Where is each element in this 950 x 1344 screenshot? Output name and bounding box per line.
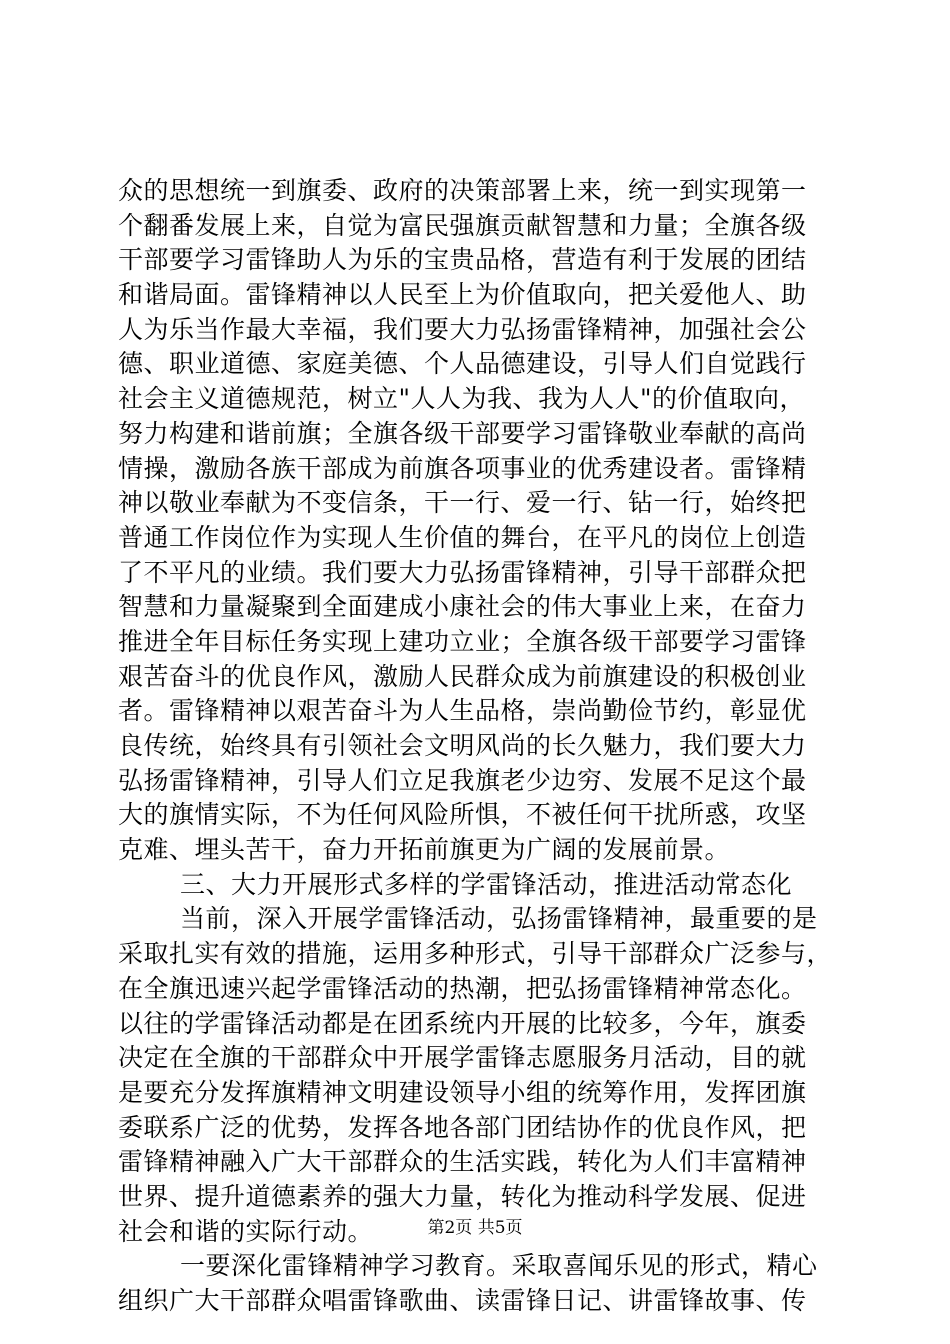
text-line: 个翻番发展上来，自觉为富民强旗贡献智慧和力量；全旗各级 — [118, 210, 807, 240]
text-line: 委联系广泛的优势，发挥各地各部门团结协作的优良作风，把 — [118, 1112, 807, 1142]
text-line: 和谐局面。雷锋精神以人民至上为价值取向，把关爱他人、助 — [118, 280, 807, 310]
text-line: 干部要学习雷锋助人为乐的宝贵品格，营造有利于发展的团结 — [118, 245, 807, 275]
text-line: 艰苦奋斗的优良作风，激励人民群众成为前旗建设的积极创业 — [118, 661, 807, 691]
text-line: 众的思想统一到旗委、政府的决策部署上来，统一到实现第一 — [118, 176, 807, 205]
text-line: 社会和谐的实际行动。 — [118, 1216, 374, 1246]
text-line: 决定在全旗的干部群众中开展学雷锋志愿服务月活动，目的就 — [118, 1043, 807, 1073]
text-line: 一要深化雷锋精神学习教育。采取喜闻乐见的形式，精心 — [180, 1251, 818, 1281]
text-line: 人为乐当作最大幸福，我们要大力弘扬雷锋精神，加强社会公 — [118, 314, 807, 344]
text-line: 德、职业道德、家庭美德、个人品德建设，引导人们自觉践行 — [118, 349, 807, 379]
text-line: 是要充分发挥旗精神文明建设领导小组的统筹作用，发挥团旗 — [118, 1077, 807, 1107]
body-text — [118, 174, 838, 1319]
text-line: 了不平凡的业绩。我们要大力弘扬雷锋精神，引导干部群众把 — [118, 557, 807, 587]
text-line: 社会主义道德规范，树立"人人为我、我为人人"的价值取向， — [118, 384, 806, 414]
text-line: 智慧和力量凝聚到全面建成小康社会的伟大事业上来，在奋力 — [118, 592, 807, 622]
text-line: 良传统，始终具有引领社会文明风尚的长久魅力，我们要大力 — [118, 731, 807, 760]
text-line: 世界、提升道德素养的强大力量，转化为推动科学发展、促进 — [118, 1181, 807, 1211]
text-line: 在全旗迅速兴起学雷锋活动的热潮，把弘扬雷锋精神常态化。 — [118, 973, 807, 1003]
text-line: 普通工作岗位作为实现人生价值的舞台，在平凡的岗位上创造 — [118, 522, 807, 552]
text-line: 克难、埋头苦干，奋力开拓前旗更为广阔的发展前景。 — [118, 835, 731, 865]
page-footer: 第2页 共5页 — [427, 1218, 523, 1238]
text-line: 推进全年目标任务实现上建功立业；全旗各级干部要学习雷锋 — [118, 626, 807, 656]
text-line: 情操，激励各族干部成为前旗各项事业的优秀建设者。雷锋精 — [118, 453, 807, 483]
text-line: 以往的学雷锋活动都是在团系统内开展的比较多，今年，旗委 — [118, 1008, 807, 1038]
text-line: 神以敬业奉献为不变信条，干一行、爱一行、钻一行，始终把 — [118, 488, 807, 518]
text-line: 大的旗情实际，不为任何风险所惧，不被任何干扰所惑，攻坚 — [118, 800, 807, 830]
text-line: 者。雷锋精神以艰苦奋斗为人生品格，崇尚勤俭节约，彰显优 — [118, 696, 807, 726]
text-line: 弘扬雷锋精神，引导人们立足我旗老少边穷、发展不足这个最 — [118, 765, 807, 795]
text-line: 努力构建和谐前旗；全旗各级干部要学习雷锋敬业奉献的高尚 — [118, 418, 807, 448]
text-line: 采取扎实有效的措施，运用多种形式，引导干部群众广泛参与， — [118, 939, 833, 969]
text-line: 雷锋精神融入广大干部群众的生活实践，转化为人们丰富精神 — [118, 1147, 807, 1177]
text-line: 当前，深入开展学雷锋活动，弘扬雷锋精神，最重要的是 — [180, 904, 818, 934]
text-line: 组织广大干部群众唱雷锋歌曲、读雷锋日记、讲雷锋故事、传 — [118, 1286, 807, 1315]
text-line: 三、大力开展形式多样的学雷锋活动，推进活动常态化 — [180, 869, 793, 899]
